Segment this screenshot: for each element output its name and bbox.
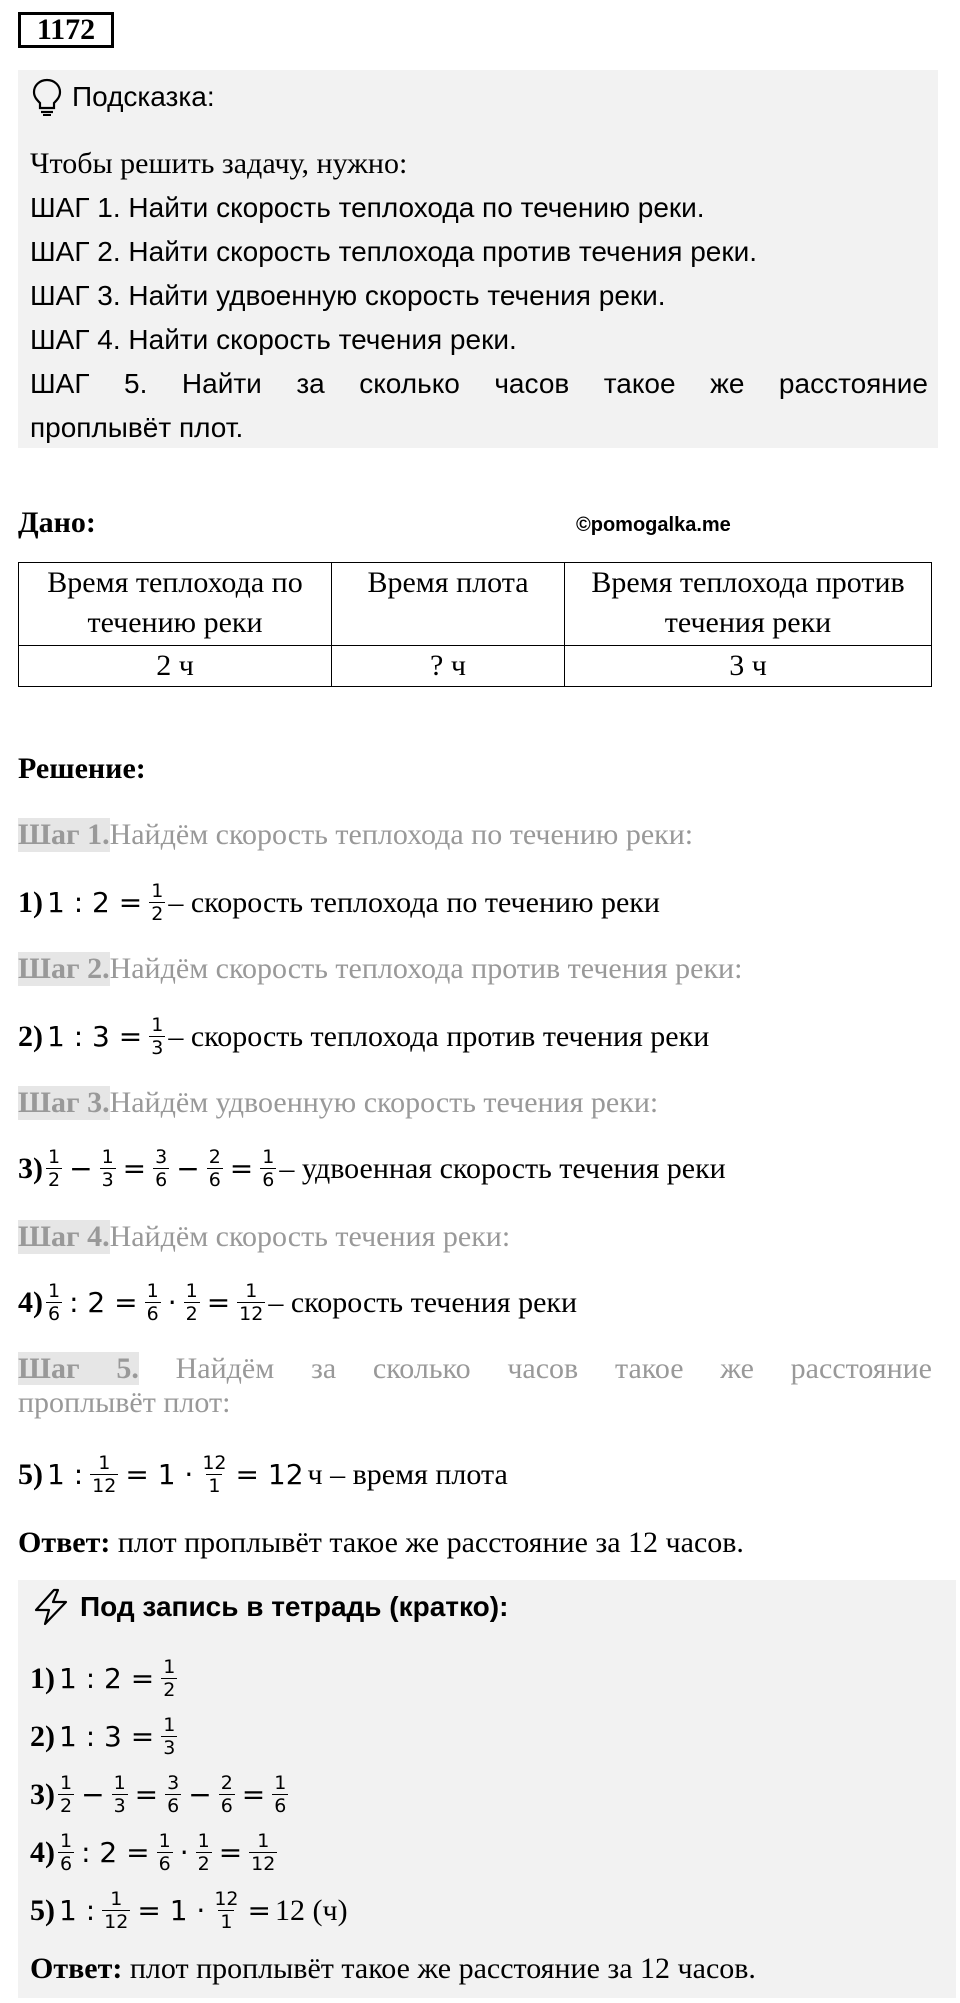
solution-line-1: 1) 1 : 2 = $\frac{1}{2}$ – скорость теплохода по течению реки (18, 880, 660, 925)
notebook-line-2: 2) 1 : 3 = $\frac{1}{3}$ (30, 1714, 176, 1759)
solution-step-4: Шаг 4. Найдём скорость течения реки: (18, 1220, 511, 1253)
solution-line-2: 2) 1 : 3 = $\frac{1}{3}$ – скорость теплохода против течения реки (18, 1014, 710, 1059)
hint-step-5-cont: проплывёт плот. (30, 412, 244, 443)
notebook-header (32, 1588, 508, 1626)
hint-step-5: ШАГ 5. Найти за сколько часов такое же расстояние (30, 368, 928, 399)
hint-step-1: ШАГ 1. Найти скорость теплохода по течению реки. (30, 192, 705, 223)
notebook-title: Под запись в тетрадь (кратко): (80, 1591, 509, 1622)
solution-answer: Ответ: плот проплывёт такое же расстояние за 12 часов. (18, 1526, 744, 1559)
given-table (18, 562, 932, 687)
solution-line-5: 5) 1 : $\frac{1}{12}$ = 1 · $\frac{12}{1}$ = 12 ч – время плота (18, 1452, 508, 1497)
table-header: Время теплохода против течения реки (565, 563, 932, 646)
table-cell: 3 ч (565, 646, 932, 687)
given-label: Дано: (18, 506, 96, 539)
notebook-line-5: 5) 1 : $\frac{1}{12}$ = 1 · $\frac{12}{1}$ = 12 (ч) (30, 1888, 348, 1933)
notebook-line-1: 1) 1 : 2 = $\frac{1}{2}$ (30, 1656, 176, 1701)
hint-title: Подсказка: (72, 81, 215, 112)
notebook-box (18, 1580, 956, 1998)
solution-step-2: Шаг 2. Найдём скорость теплохода против течения реки: (18, 952, 743, 985)
hint-lead: Чтобы решить задачу, нужно: (30, 147, 408, 180)
table-header: Время теплохода по течению реки (19, 563, 332, 646)
hint-header (32, 78, 215, 116)
solution-line-4: 4) $\frac{1}{6}$ : 2 = $\frac{1}{6}$ · $\frac{1}{2}$ = $\frac{1}{12}$ – скорость течения реки (18, 1280, 578, 1325)
lightning-icon (32, 1588, 70, 1626)
table-header: Время плота (332, 563, 565, 646)
solution-step-1: Шаг 1. Найдём скорость теплохода по течению реки: (18, 818, 694, 851)
hint-body (30, 142, 928, 450)
hint-step-4: ШАГ 4. Найти скорость течения реки. (30, 324, 517, 355)
watermark: ©pomogalka.me (576, 514, 731, 536)
lightbulb-icon (32, 78, 62, 116)
notebook-answer: Ответ: плот проплывёт такое же расстояние за 12 часов. (30, 1952, 756, 1985)
solution-step-3: Шаг 3. Найдём удвоенную скорость течения реки: (18, 1086, 659, 1119)
solution-title: Решение: (18, 752, 146, 785)
hint-step-2: ШАГ 2. Найти скорость теплохода против течения реки. (30, 236, 758, 267)
table-cell: ? ч (332, 646, 565, 687)
hint-box (18, 70, 938, 448)
notebook-line-3: 3) $\frac{1}{2}$ − $\frac{1}{3}$ = $\frac{3}{6}$ − $\frac{2}{6}$ = $\frac{1}{6}$ (30, 1772, 287, 1817)
solution-line-3: 3) $\frac{1}{2}$ − $\frac{1}{3}$ = $\frac{3}{6}$ − $\frac{2}{6}$ = $\frac{1}{6}$ – удвоенная скорость течения реки (18, 1146, 726, 1191)
solution-step-5: Шаг 5. Найдём за сколько часов такое же расстояние проплывёт плот: (18, 1352, 932, 1419)
table-row (19, 646, 932, 687)
hint-step-3: ШАГ 3. Найти удвоенную скорость течения реки. (30, 280, 666, 311)
notebook-line-4: 4) $\frac{1}{6}$ : 2 = $\frac{1}{6}$ · $\frac{1}{2}$ = $\frac{1}{12}$ (30, 1830, 276, 1875)
table-header-row (19, 563, 932, 646)
problem-number: 1172 (18, 12, 114, 48)
table-cell: 2 ч (19, 646, 332, 687)
